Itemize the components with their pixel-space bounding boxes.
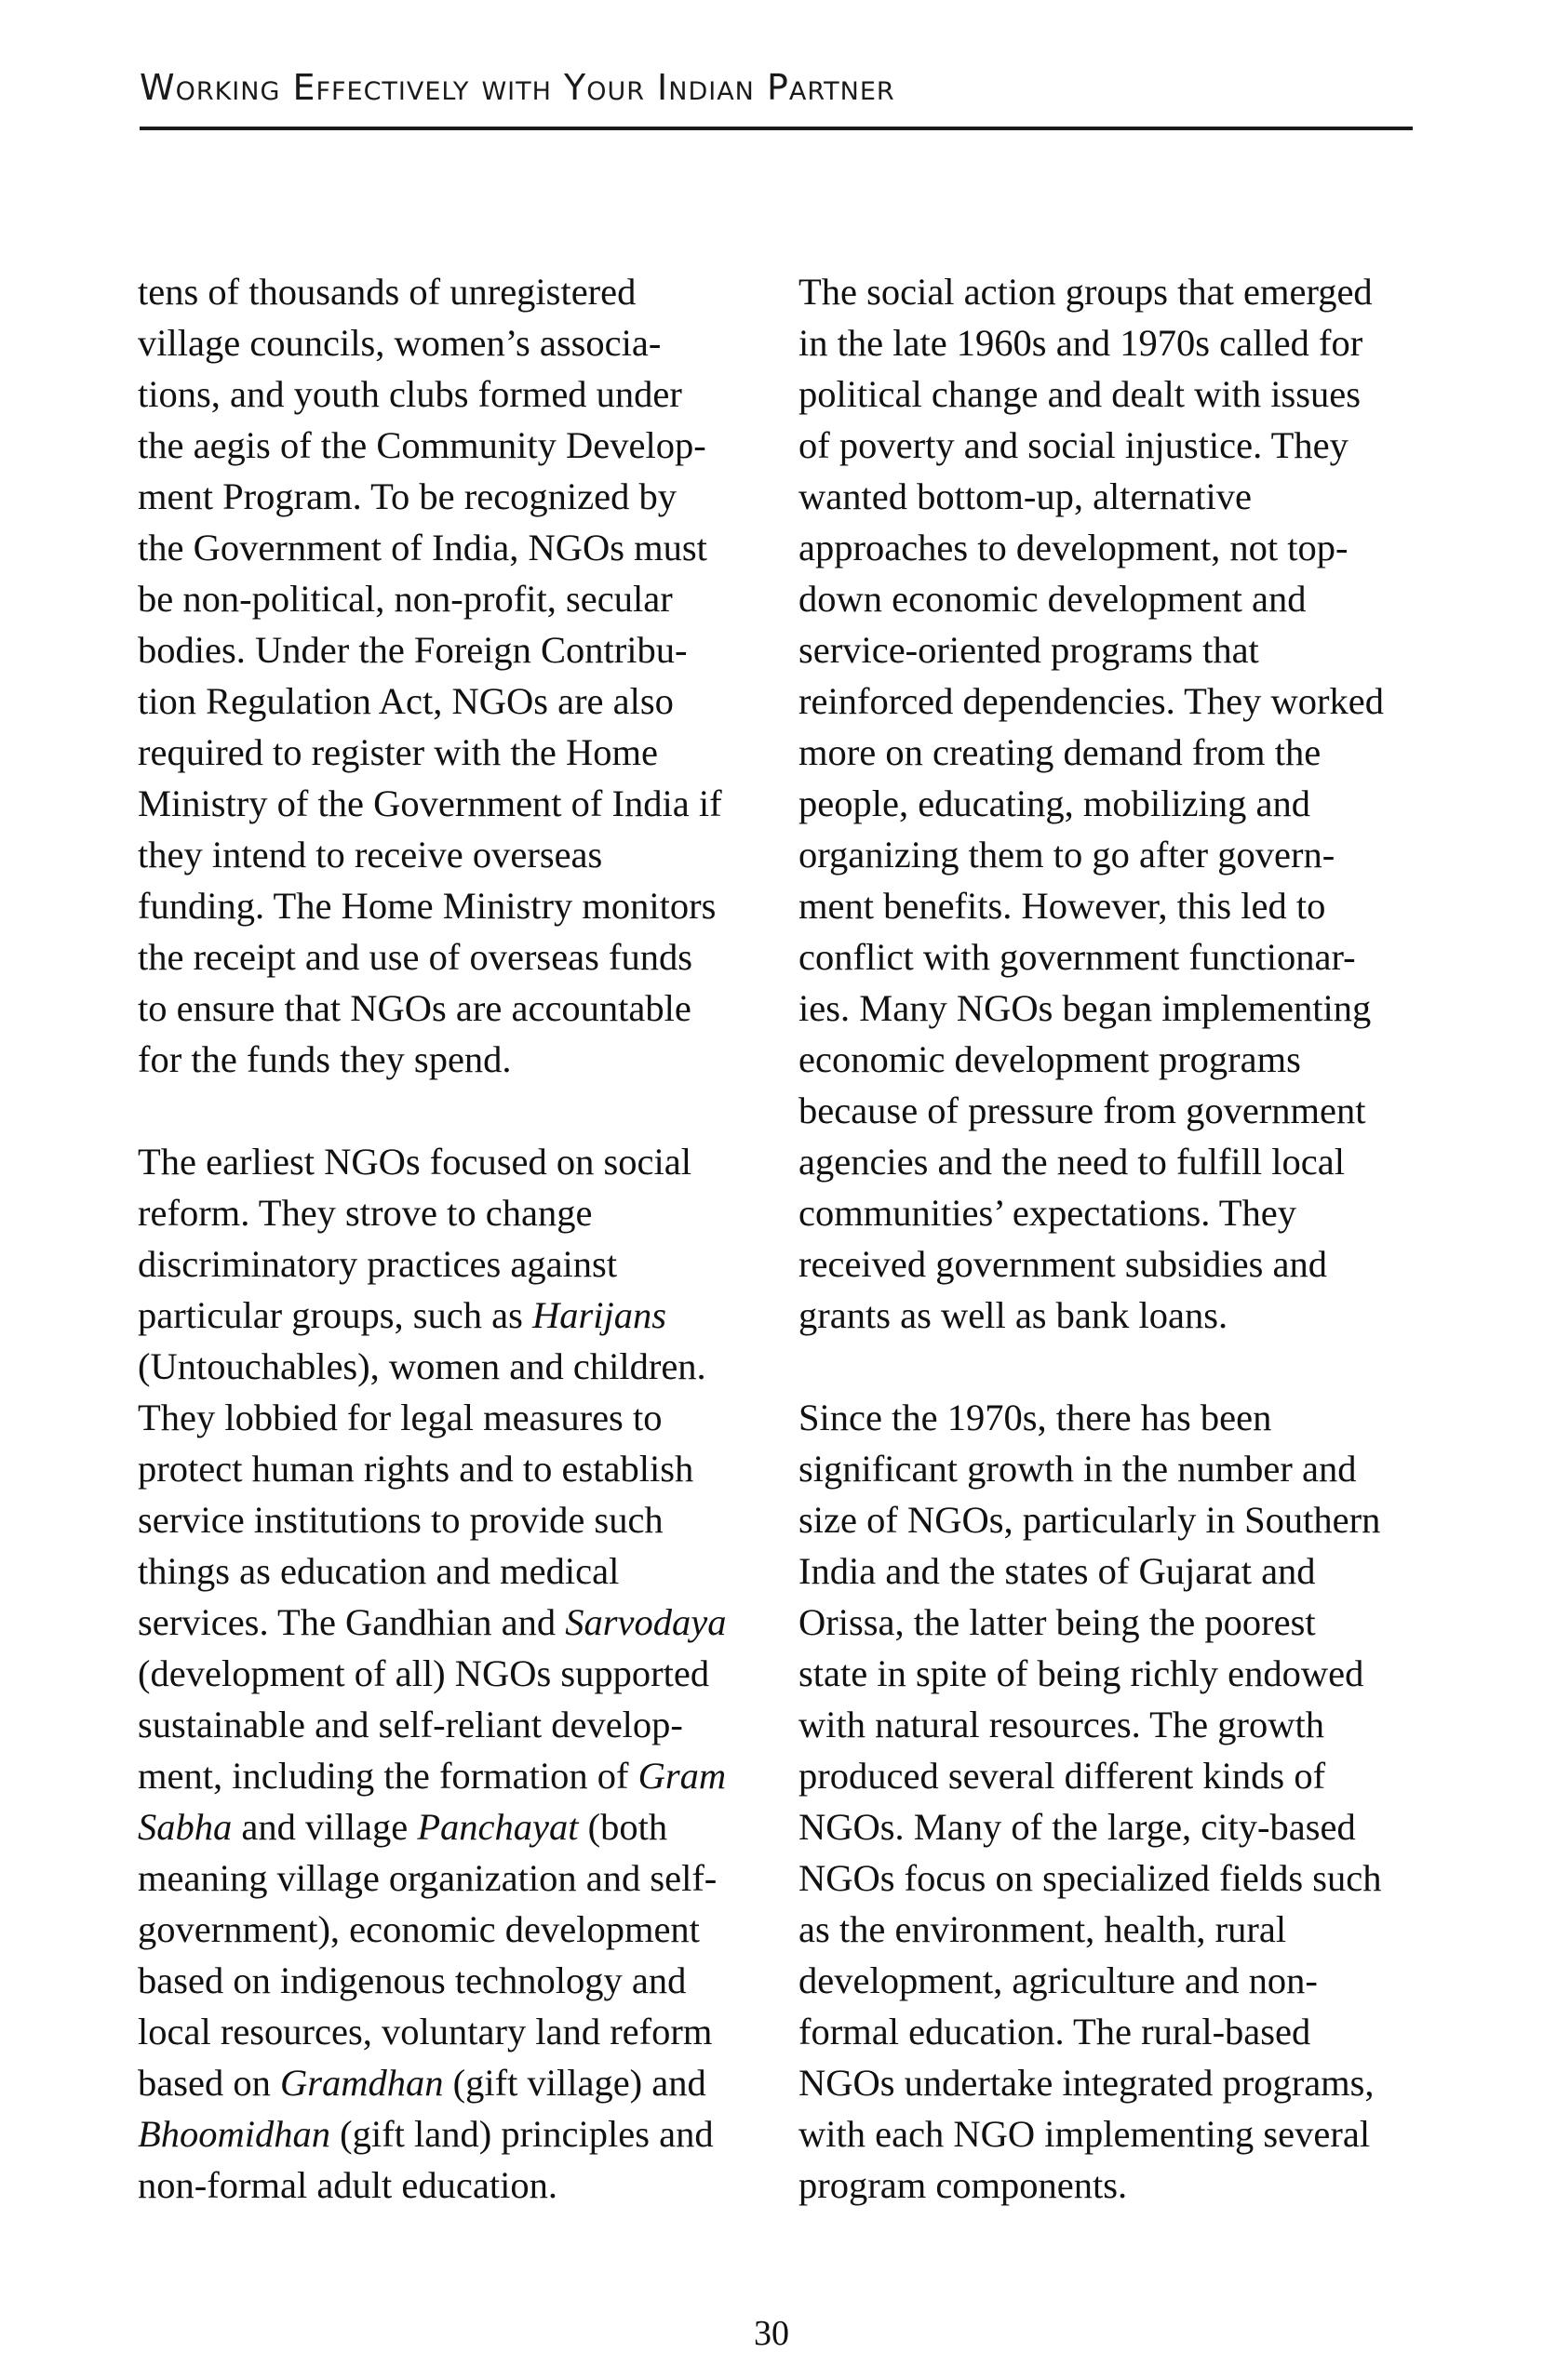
text-line: to ensure that NGOs are accountable (138, 987, 691, 1029)
text-line: economic development programs (798, 1038, 1301, 1080)
text-run: (gift land) principles and (330, 2113, 714, 2155)
text-line: down economic development and (798, 578, 1307, 620)
text-line: government), economic development (138, 1908, 700, 1950)
text-line: (Untouchables), women and children. (138, 1345, 706, 1387)
paragraph-gap (138, 1085, 766, 1136)
text-run: (gift village) and (443, 2062, 706, 2104)
text-line: funding. The Home Ministry monitors (138, 885, 717, 927)
paragraph-gap (798, 1341, 1431, 1392)
paragraph-ngo-growth (798, 1392, 1431, 2211)
text-line: approaches to development, not top- (798, 527, 1348, 568)
text-line: program components. (798, 2164, 1128, 2206)
right-column (798, 266, 1431, 2211)
text-run: and village (232, 1806, 418, 1848)
text-line: grants as well as bank loans. (798, 1294, 1228, 1336)
text-line (138, 1597, 766, 1648)
text-line: reform. They strove to change (138, 1192, 593, 1234)
paragraph-earliest-ngos (138, 1136, 766, 2211)
text-line: NGOs focus on specialized fields such (798, 1857, 1382, 1899)
text-line (138, 1801, 766, 1852)
text-line: political change and dealt with issues (798, 373, 1361, 415)
text-line: sustainable and self-reliant develop- (138, 1704, 683, 1745)
text-line: state in spite of being richly endowed (798, 1652, 1364, 1694)
text-run: services. The Gandhian and (138, 1601, 566, 1643)
text-line: bodies. Under the Foreign Contribu- (138, 629, 688, 671)
text-line: ment benefits. However, this led to (798, 885, 1326, 927)
text-line: because of pressure from government (798, 1090, 1366, 1131)
text-line: village councils, women’s associa- (138, 322, 662, 364)
text-line: wanted bottom-up, alternative (798, 475, 1252, 517)
text-line: development, agriculture and non- (798, 1959, 1318, 2001)
text-line: They lobbied for legal measures to (138, 1397, 663, 1438)
text-line: as the environment, health, rural (798, 1908, 1287, 1950)
text-line: for the funds they spend. (138, 1038, 512, 1080)
text-line: The earliest NGOs focused on social (138, 1141, 691, 1183)
text-line: The social action groups that emerged (798, 271, 1373, 313)
text-line: with each NGO implementing several (798, 2113, 1371, 2155)
text-line: local resources, voluntary land reform (138, 2011, 713, 2052)
text-line: protect human rights and to establish (138, 1448, 694, 1490)
text-line (138, 1750, 766, 1801)
text-line: ment Program. To be recognized by (138, 475, 678, 517)
text-line: required to register with the Home (138, 731, 658, 773)
text-line: tion Regulation Act, NGOs are also (138, 680, 674, 722)
italic-term: Sarvodaya (565, 1601, 727, 1643)
text-line: Ministry of the Government of India if (138, 782, 722, 824)
text-line: they intend to receive overseas (138, 834, 603, 876)
text-line: NGOs undertake integrated programs, (798, 2062, 1375, 2104)
running-header: Working Effectively with Your Indian Partner (140, 67, 895, 108)
text-line: with natural resources. The growth (798, 1704, 1324, 1745)
header-rule (140, 127, 1413, 130)
text-line: tions, and youth clubs formed under (138, 373, 682, 415)
text-line: agencies and the need to fulfill local (798, 1141, 1346, 1183)
text-line: of poverty and social injustice. They (798, 424, 1348, 466)
text-line (138, 1290, 766, 1341)
text-line: tens of thousands of unregistered (138, 271, 637, 313)
text-line: organizing them to go after govern- (798, 834, 1335, 876)
text-line: the receipt and use of overseas funds (138, 936, 693, 978)
text-line: Orissa, the latter being the poorest (798, 1601, 1316, 1643)
text-line: significant growth in the number and (798, 1448, 1357, 1490)
text-line: the Government of India, NGOs must (138, 527, 707, 568)
text-line: service-oriented programs that (798, 629, 1259, 671)
text-line: received government subsidies and (798, 1243, 1327, 1285)
text-line: Since the 1970s, there has been (798, 1397, 1272, 1438)
text-line: NGOs. Many of the large, city-based (798, 1806, 1356, 1848)
text-run: based on (138, 2062, 280, 2104)
text-run: (both (578, 1806, 668, 1848)
text-line: ies. Many NGOs began implementing (798, 987, 1372, 1029)
text-line (138, 2057, 766, 2108)
text-line: non-formal adult education. (138, 2164, 557, 2206)
text-line: India and the states of Gujarat and (798, 1550, 1316, 1592)
italic-term: Panchayat (417, 1806, 579, 1848)
text-run: particular groups, such as (138, 1294, 533, 1336)
text-line: based on indigenous technology and (138, 1959, 687, 2001)
text-line: people, educating, mobilizing and (798, 782, 1310, 824)
italic-term: Harijans (532, 1294, 667, 1336)
text-line: the aegis of the Community Develop- (138, 424, 706, 466)
italic-term: Gram (637, 1755, 727, 1797)
text-line: communities’ expectations. They (798, 1192, 1296, 1234)
italic-term: Sabha (138, 1806, 233, 1848)
text-line: service institutions to provide such (138, 1499, 664, 1541)
paragraph-ngo-registration (138, 266, 766, 1085)
italic-term: Gramdhan (279, 2062, 444, 2104)
italic-term: Bhoomidhan (138, 2113, 330, 2155)
paragraph-social-action-groups (798, 266, 1431, 1341)
text-line: discriminatory practices against (138, 1243, 618, 1285)
text-line: produced several different kinds of (798, 1755, 1326, 1797)
text-line: formal education. The rural-based (798, 2011, 1311, 2052)
text-line: be non-political, non-profit, secular (138, 578, 673, 620)
text-line: (development of all) NGOs supported (138, 1652, 710, 1694)
text-run: ment, including the formation of (138, 1755, 638, 1797)
text-line: in the late 1960s and 1970s called for (798, 322, 1363, 364)
text-line: things as education and medical (138, 1550, 620, 1592)
text-line (138, 2108, 766, 2159)
text-line: conflict with government functionar- (798, 936, 1356, 978)
text-line: meaning village organization and self- (138, 1857, 718, 1899)
text-line: size of NGOs, particularly in Southern (798, 1499, 1381, 1541)
page-number: 30 (754, 2314, 789, 2353)
left-column (138, 266, 766, 2211)
text-line: more on creating demand from the (798, 731, 1322, 773)
text-line: reinforced dependencies. They worked (798, 680, 1384, 722)
